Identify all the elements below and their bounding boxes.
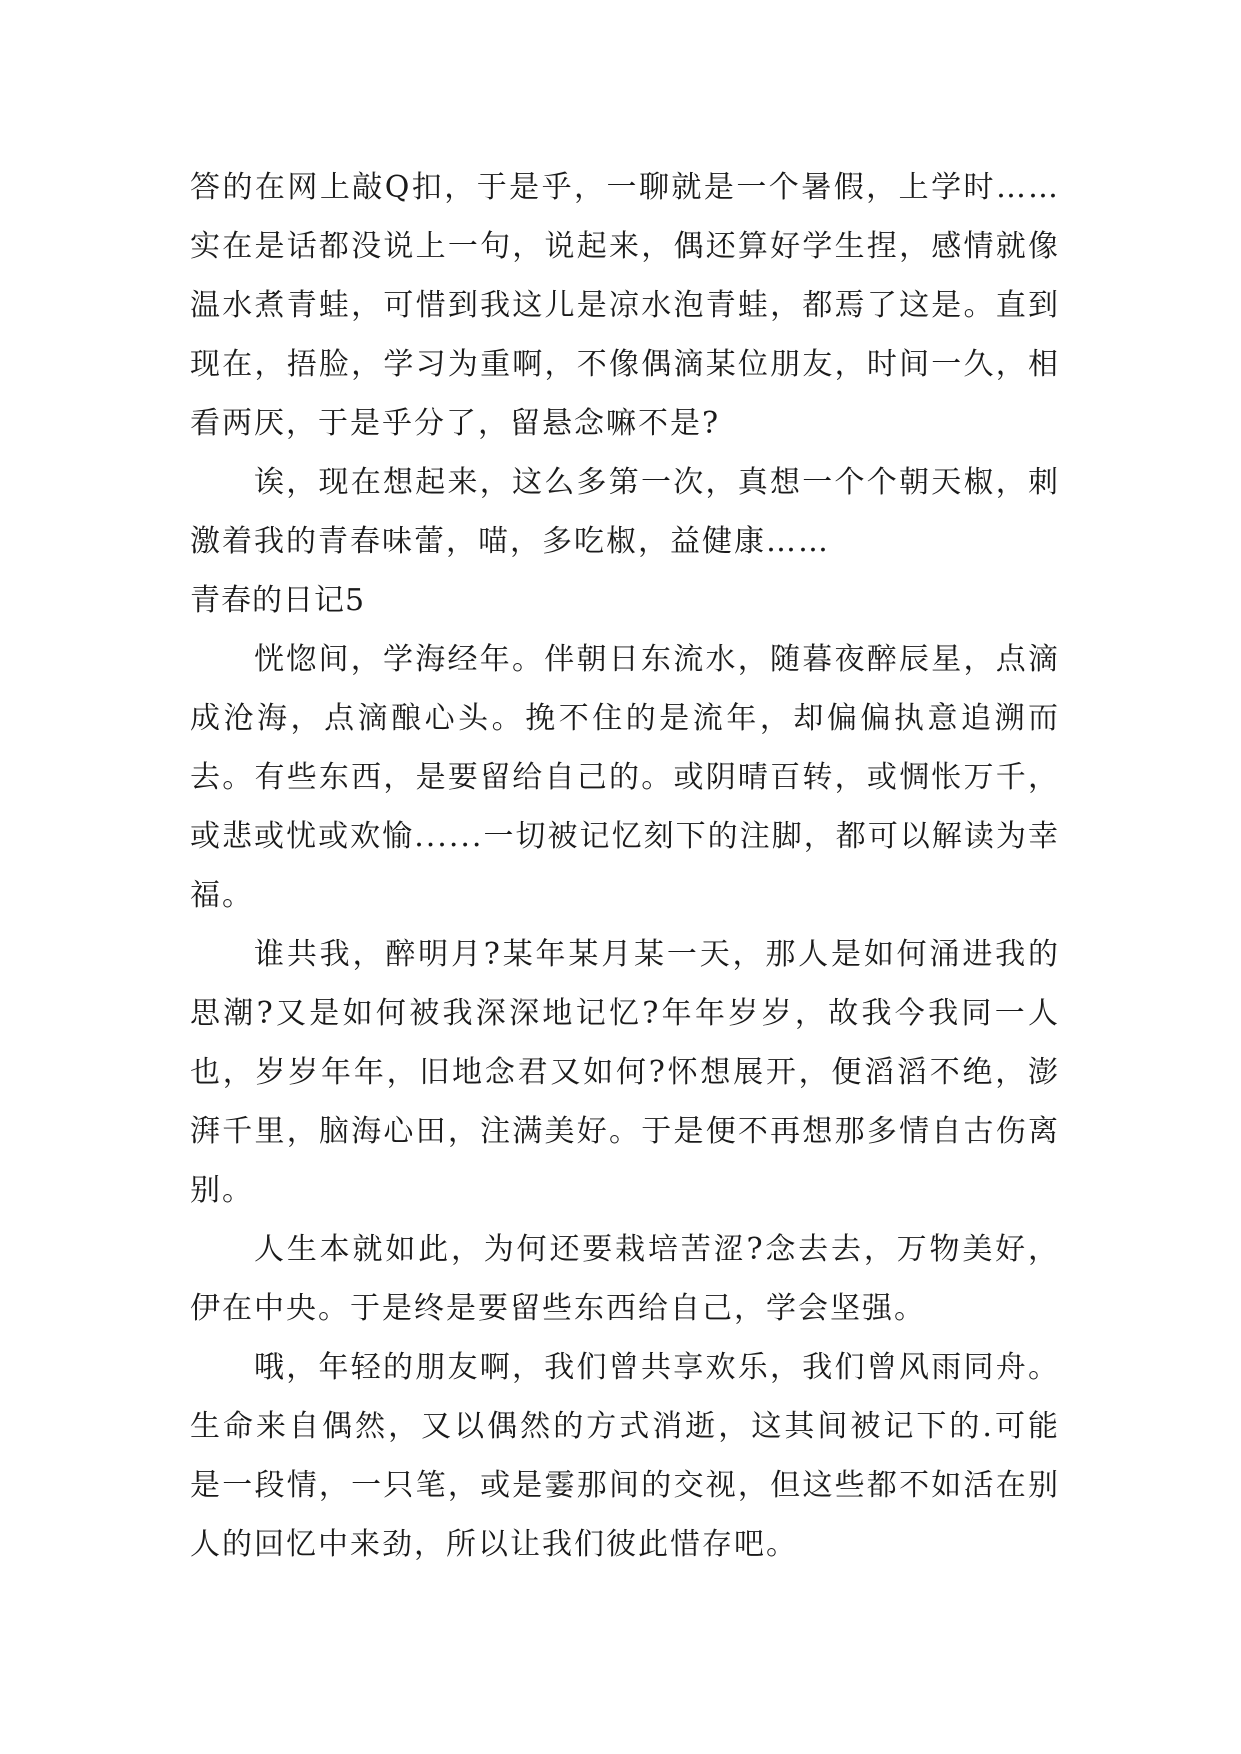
document-body [190,158,1060,1574]
paragraph-first-times: 诶，现在想起来，这么多第一次，真想一个个朝天椒，刺激着我的青春味蕾，喵，多吃椒，益健康…… [190,465,1060,559]
paragraph-life: 人生本就如此，为何还要栽培苦涩?念去去，万物美好，伊在中央。于是终是要留些东西给自己，学会坚强。 [190,1232,1060,1326]
paragraph-continuation: 答的在网上敲Q扣，于是乎，一聊就是一个暑假，上学时……实在是话都没说上一句，说起来，偶还算好学生捏，感情就像温水煮青蛙，可惜到我这儿是凉水泡青蛙，都焉了这是。直到现在，捂脸，学习为重啊，不像偶滴某位朋友，时间一久，相看两厌，于是乎分了，留悬念嘛不是? [190,170,1060,441]
paragraph-moon: 谁共我，醉明月?某年某月某一天，那人是如何涌进我的思潮?又是如何被我深深地记忆?年年岁岁，故我今我同一人也，岁岁年年，旧地念君又如何?怀想展开，便滔滔不绝，澎湃千里，脑海心田，注满美好。于是便不再想那多情自古伤离别。 [190,937,1060,1208]
paragraph-trance: 恍惚间，学海经年。伴朝日东流水，随暮夜醉辰星，点滴成沧海，点滴酿心头。挽不住的是流年，却偏偏执意追溯而去。有些东西，是要留给自己的。或阴晴百转，或惆怅万千，或悲或忧或欢愉......一切被记忆刻下的注脚，都可以解读为幸福。 [190,642,1060,913]
paragraph-friends: 哦，年轻的朋友啊，我们曾共享欢乐，我们曾风雨同舟。生命来自偶然，又以偶然的方式消逝，这其间被记下的.可能是一段情，一只笔，或是霎那间的交视，但这些都不如活在别人的回忆中来劲，所以让我们彼此惜存吧。 [190,1350,1060,1562]
section-heading: 青春的日记5 [190,583,366,618]
